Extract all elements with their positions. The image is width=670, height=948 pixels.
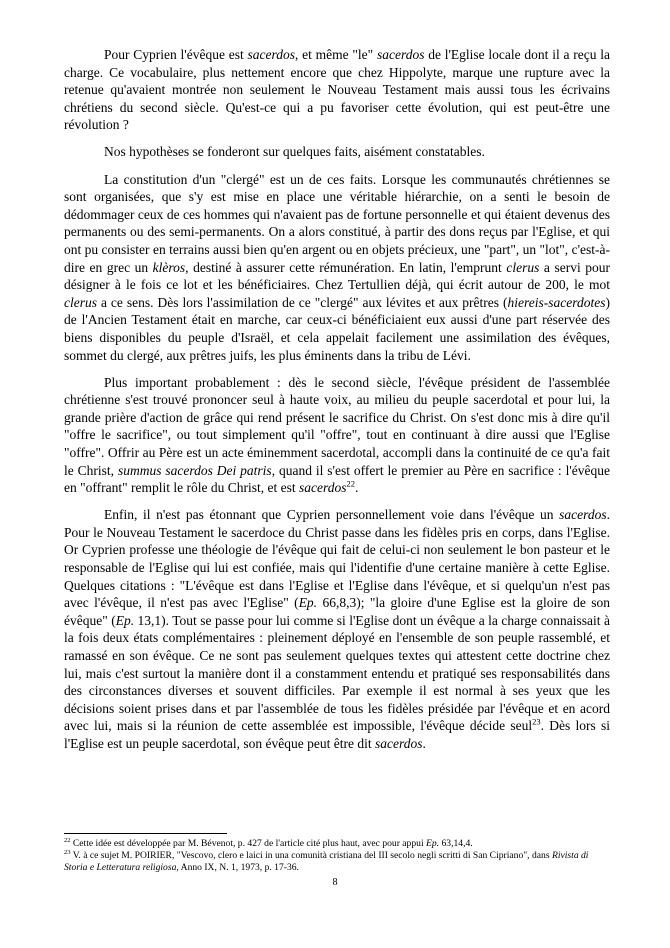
text-segment: Pour Cyprien l'évêque est xyxy=(104,47,248,62)
text-segment: V. à ce sujet M. POIRIER, "Vescovo, clero e laici in una comunità cristiana del III secolo negli scritti di San Cipriano", dans xyxy=(70,850,552,862)
italic-term: clerus xyxy=(64,294,97,310)
text-segment: , destiné à assurer cette rémunération. En latin, l'emprunt xyxy=(185,259,507,275)
text-segment: 66,8,3); "la gloire d'une Eglise est la gloire de son évêque" ( xyxy=(64,595,610,628)
italic-term: Rivista di Storia e Letteratura religiosa xyxy=(64,850,589,874)
paragraph xyxy=(64,46,610,134)
text-segment: , et même "le" xyxy=(295,47,377,62)
text-segment: ) de l'Ancien Testament était en marche, car ceux-ci bénéficiaient eux aussi d'une part réservée des biens disponibles du peuple d'Israël, et cela appelait facilement une assimilation des évêques, sommet du clergé, aux prêtres juifs, les plus éminents dans la tribu de Lévi. xyxy=(64,294,610,363)
text-segment: Nos hypothèses se fonderont sur quelques faits, aisément constatables. xyxy=(104,144,485,160)
italic-term: clerus xyxy=(506,259,540,275)
italic-term: hiereis-sacerdotes xyxy=(507,294,606,310)
paragraph xyxy=(64,374,610,497)
italic-term: sacerdos xyxy=(298,480,347,496)
italic-term: Ep. xyxy=(115,612,135,628)
footnote-reference: 22 xyxy=(346,478,355,489)
paragraph xyxy=(64,506,610,752)
text-segment: , quand il s'est offert le premier au Père en sacrifice : l'évêque en "offrant" remplit le rôle du Christ, et est xyxy=(64,462,610,496)
text-segment: a ce sens. Dès lors l'assimilation de ce "clergé" aux lévites et aux prêtres ( xyxy=(97,294,508,310)
footnote xyxy=(64,838,610,850)
body-text xyxy=(64,46,610,753)
text-segment: , Anno IX, N. 1, 1973, p. 17-36. xyxy=(176,862,299,874)
paragraph xyxy=(64,171,610,365)
text-segment: de l'Eglise locale dont il a reçu la charge. Ce vocabulaire, plus nettement encore que chez Hippolyte, marque une rupture avec la retenue qu'avaient montrée non seulement le Nouveau Testament mais aussi tous les écrivains chrétiens du second siècle. Qu'est-ce qui a pu favoriser cette évolution, qui est peut-être une révolution ? xyxy=(64,47,610,133)
footnote-reference: 22 xyxy=(64,836,71,844)
footnotes xyxy=(64,833,610,875)
footnote-separator xyxy=(64,833,227,834)
text-segment: Plus important probablement : dès le second siècle, l'évêque président de l'assemblée chrétienne s'est trouvé prononcer seul à haute voix, au milieu du peuple sacerdotal et pour lui, la grande prière d'action de grâce qui rend présent le sacrifice du Christ. On s'est donc mis à dire qu'il "offre le sacrifice", ou tout simplement qu'il "offre", tout en continuant à dire aussi que l'Eglise "offre". Offrir au Père est un acte éminemment sacerdotal, accompli dans la continuité de ce qu'a fait le Christ, xyxy=(64,374,610,478)
italic-term: sacerdos xyxy=(559,507,607,523)
text-segment: 13,1). Tout se passe pour lui comme si l'Eglise dont un évêque a la charge connaissait à la fois deux états complémentaires : pleinement déployé en l'ensemble de son peuple rassemblé, et ramassé en son évêque. Ce ne sont pas seulement quelques textes qui attestent cette doctrine chez lui, mais c'est surtout la manière dont il a constamment entendu et pratiqué ses responsabilités dans des circonstances diverses et souvent difficiles. Par exemple il est normal à ses yeux que les décisions soient prises dans et par l'assemblée de tous les fidèles présidée par l'évêque et en acord avec lui, mais si la réunion de cette assemblée est impossible, l'évêque décide seul xyxy=(64,612,611,734)
text-segment: . xyxy=(354,480,359,496)
italic-term: sacerdos xyxy=(376,47,425,62)
italic-term: summus sacerdos Dei patris xyxy=(117,462,272,478)
text-segment: a servi pour désigner à le fois ce lot et les bénéficiaires. Chez Tertullien déjà, qui écrit autour de 200, le mot xyxy=(64,259,610,293)
page-number: 8 xyxy=(332,877,338,888)
italic-term: sacerdos xyxy=(374,735,423,751)
footnote-reference: 23 xyxy=(64,849,71,857)
text-segment: . Pour le Nouveau Testament le sacerdoce du Christ passe dans les fidèles pris en corps, dans l'Eglise. Or Cyprien professe une théologie de l'évêque qui fait de celui-ci non seulement le bon pasteur et le responsable de l'Eglise qui lui est confiée, mais qui l'identifie d'une certaine manière à cette Eglise. Quelques citations : "L'évêque est dans l'Eglise et l'Eglise dans l'évêque, et si quelqu'un n'est pas avec l'évêque, il n'est pas avec l'Eglise" ( xyxy=(64,507,610,611)
paragraph xyxy=(64,143,610,161)
text-segment: Cette idée est développée par M. Bévenot, p. 427 de l'article cité plus haut, avec pour appui xyxy=(70,838,427,849)
italic-term: klèros xyxy=(152,259,186,275)
italic-term: sacerdos xyxy=(247,47,295,62)
footnote-reference: 23 xyxy=(532,716,541,727)
text-segment: . xyxy=(422,735,426,751)
text-segment: La constitution d'un "clergé" est un de ces faits. Lorsque les communautés chrétiennes se sont organisées, que s'y est mise en place une véritable hiérarchie, on a senti le besoin de dédommager ceux de ces hommes qui n'avaient pas de fortune personnelle et qui étaient devenus des permanents ou des semi-permanents. On a alors constitué, à partir des dons reçus par l'Eglise, et qui ont pu consister en terrains aussi bien qu'en argent ou en objets précieux, une "part", un "lot", c'est-à-dire en grec un xyxy=(64,171,610,275)
text-segment: Enfin, il n'est pas étonnant que Cyprien personnellement voie dans l'évêque un xyxy=(104,507,560,523)
footnote xyxy=(64,850,610,874)
text-segment: . Dès lors si l'Eglise est un peuple sacerdotal, son évêque peut être dit xyxy=(64,718,610,751)
text-segment: 63,14,4. xyxy=(439,838,473,849)
italic-term: Ep. xyxy=(426,838,440,849)
italic-term: Ep. xyxy=(298,595,318,611)
